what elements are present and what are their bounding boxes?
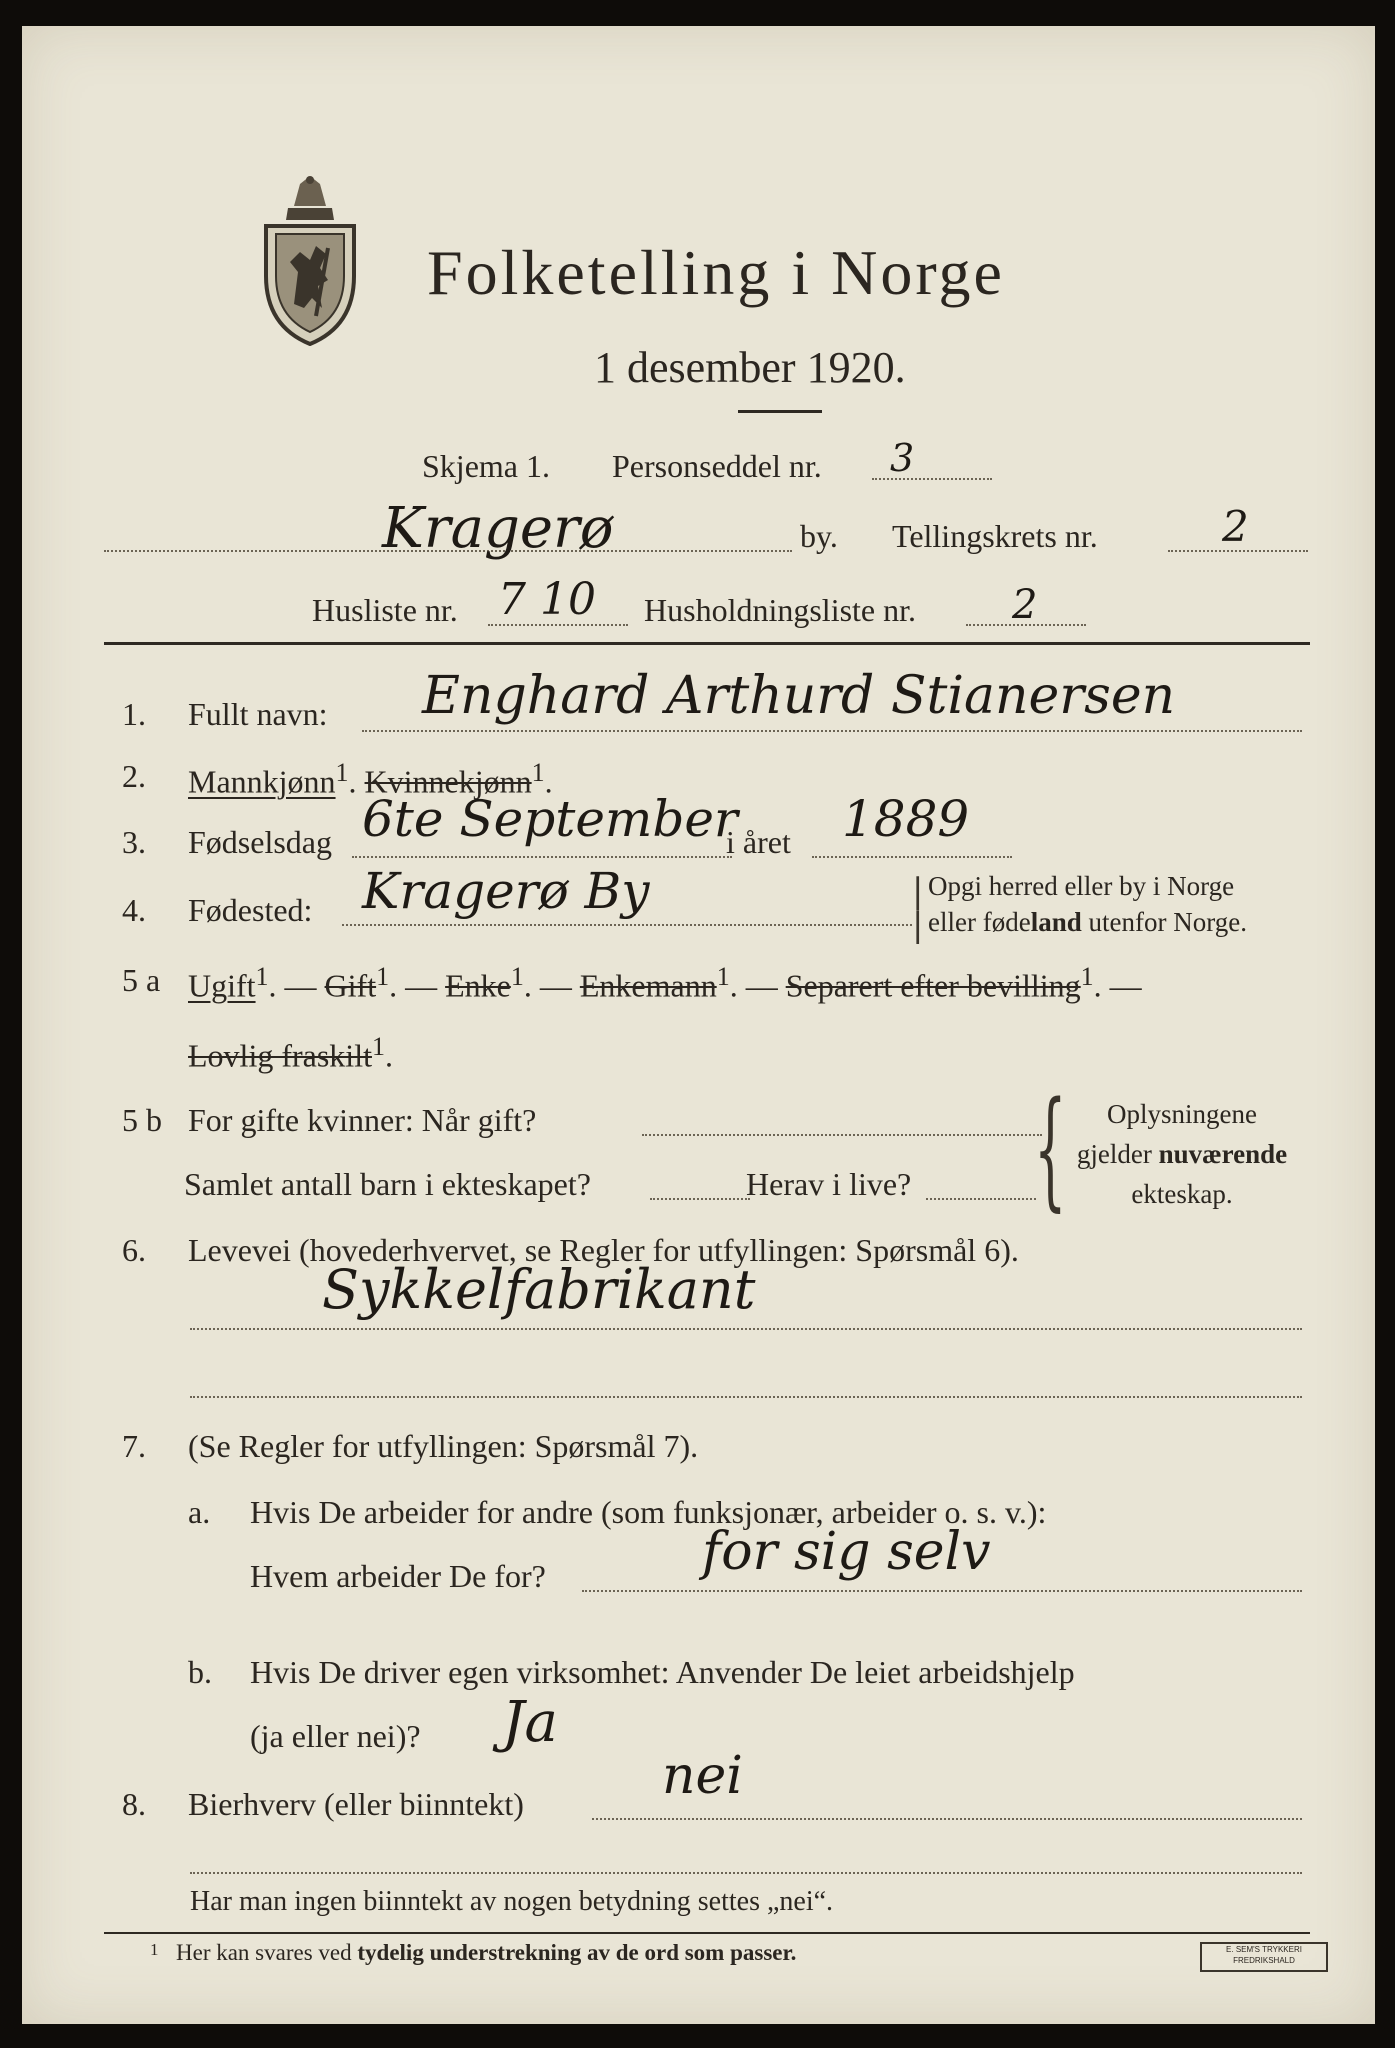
q2-number: 2. xyxy=(122,758,146,794)
city-value[interactable]: Kragerø xyxy=(382,496,614,561)
marital-lovlig-option[interactable]: Lovlig fraskilt xyxy=(188,1037,372,1074)
husholdningsliste-label: Husholdningsliste nr. xyxy=(644,592,917,628)
q8-label: Bierhverv (eller biinntekt) xyxy=(188,1786,524,1822)
birth-year-value[interactable]: 1889 xyxy=(842,790,970,848)
marital-separert-option[interactable]: Separert efter bevilling xyxy=(785,967,1081,1004)
q5b-note-brace: { xyxy=(1034,1075,1067,1224)
birthplace-note: Opgi herred eller by i Norge eller fødeland utenfor Norge. xyxy=(928,871,1247,937)
gender-female-option[interactable]: Kvinnekjønn xyxy=(364,763,532,800)
q5b-children-label: Samlet antall barn i ekteskapet? xyxy=(184,1166,591,1202)
q3-number: 3. xyxy=(122,824,146,860)
q7a-employer-label: Hvem arbeider De for? xyxy=(250,1558,546,1594)
q1-label: Fullt navn: xyxy=(188,696,328,732)
birthplace-value[interactable]: Kragerø By xyxy=(362,862,650,920)
q3-year-line xyxy=(812,856,1012,858)
marital-enke-option[interactable]: Enke xyxy=(445,967,511,1004)
husliste-label: Husliste nr. xyxy=(312,592,458,628)
marital-status-options: Ugift$^1$. — Gift$^1$. — Enke$^1$. — Enkemann$^1$. — Separert efter bevilling$^1$. — xyxy=(188,962,1142,1004)
q5b-alive-line xyxy=(926,1198,1036,1200)
footer-divider xyxy=(104,1932,1310,1934)
gender-male-option[interactable]: Mannkjønn xyxy=(188,763,336,800)
form-title: Folketelling i Norge xyxy=(427,237,1005,308)
personseddel-label: Personseddel nr. xyxy=(612,448,822,484)
q6-line-2 xyxy=(190,1396,1302,1398)
q3-year-label: i året xyxy=(726,824,791,860)
q6-number: 6. xyxy=(122,1232,146,1268)
gender-options: Mannkjønn$^1$. Kvinnekjønn$^1$. xyxy=(188,758,553,800)
employer-value[interactable]: for sig selv xyxy=(702,1522,991,1582)
q3-label: Fødselsdag xyxy=(188,824,332,860)
q4-line xyxy=(342,924,912,926)
marital-enkemann-option[interactable]: Enkemann xyxy=(579,967,717,1004)
title-divider xyxy=(738,410,822,413)
q7b-hired-help-label: (ja eller nei)? xyxy=(250,1718,421,1754)
q7b-number: b. xyxy=(188,1654,212,1690)
coat-of-arms-icon xyxy=(254,176,366,346)
q5b-married-label: For gifte kvinner: Når gift? xyxy=(188,1102,537,1138)
q4-number: 4. xyxy=(122,892,146,928)
q7a-number: a. xyxy=(188,1494,211,1530)
q3-day-line xyxy=(352,856,732,858)
footnote-number: 1 xyxy=(150,1940,159,1959)
printer-stamp: E. SEM'S TRYKKERI FREDRIKSHALD xyxy=(1200,1942,1328,1972)
q7a-question: Hvis De arbeider for andre (som funksjonær, arbeider o. s. v.): xyxy=(250,1494,1047,1530)
personseddel-value[interactable]: 3 xyxy=(890,436,915,480)
q7-label: (Se Regler for utfyllingen: Spørsmål 7). xyxy=(188,1428,699,1464)
q8-line xyxy=(592,1818,1302,1820)
by-label: by. xyxy=(800,518,838,554)
occupation-value[interactable]: Sykkelfabrikant xyxy=(322,1258,756,1321)
side-income-value[interactable]: nei xyxy=(662,1746,743,1806)
full-name-value[interactable]: Enghard Arthurd Stianersen xyxy=(422,666,1176,726)
q5b-number: 5 b xyxy=(122,1102,162,1138)
q4-label: Fødested: xyxy=(188,892,313,928)
q6-line-1 xyxy=(190,1328,1302,1330)
tellingskrets-value[interactable]: 2 xyxy=(1222,502,1249,551)
husliste-value[interactable]: 7 10 xyxy=(498,574,596,625)
q7b-question: Hvis De driver egen virksomhet: Anvender De leiet arbeidshjelp xyxy=(250,1654,1075,1690)
header-divider xyxy=(104,642,1310,645)
marital-lovlig-row: Lovlig fraskilt$^1$. xyxy=(188,1032,393,1074)
q1-number: 1. xyxy=(122,696,146,732)
q5b-children-line xyxy=(650,1198,750,1200)
footnote: Her kan svares ved tydelig understrekning av de ord som passer. xyxy=(176,1940,797,1965)
q8-number: 8. xyxy=(122,1786,146,1822)
form-date: 1 desember 1920. xyxy=(594,343,906,392)
birth-day-value[interactable]: 6te September xyxy=(362,790,738,848)
q7-number: 7. xyxy=(122,1428,146,1464)
q5a-number: 5 a xyxy=(122,962,161,998)
q5b-married-line xyxy=(642,1134,1042,1136)
q5b-note: Oplysningene gjelder nuværende ekteskap. xyxy=(1076,1099,1288,1209)
census-form-page xyxy=(22,26,1375,2024)
q8-line-2 xyxy=(190,1872,1302,1874)
birthplace-note-brace: | | xyxy=(912,871,924,945)
husholdningsliste-value[interactable]: 2 xyxy=(1012,582,1038,628)
q5b-alive-label: Herav i live? xyxy=(746,1166,912,1202)
tellingskrets-label: Tellingskrets nr. xyxy=(892,518,1098,554)
skjema-label: Skjema 1. xyxy=(422,448,550,484)
q1-line xyxy=(362,730,1302,732)
q6-label: Levevei (hovederhvervet, se Regler for utfyllingen: Spørsmål 6). xyxy=(188,1232,1019,1268)
marital-ugift-option[interactable]: Ugift xyxy=(188,967,256,1004)
footer-note: Har man ingen biinntekt av nogen betydning settes „nei“. xyxy=(190,1886,834,1917)
marital-gift-option[interactable]: Gift xyxy=(324,967,377,1004)
q7a-employer-line xyxy=(582,1590,1302,1592)
hired-help-value[interactable]: Ja xyxy=(502,1690,558,1755)
